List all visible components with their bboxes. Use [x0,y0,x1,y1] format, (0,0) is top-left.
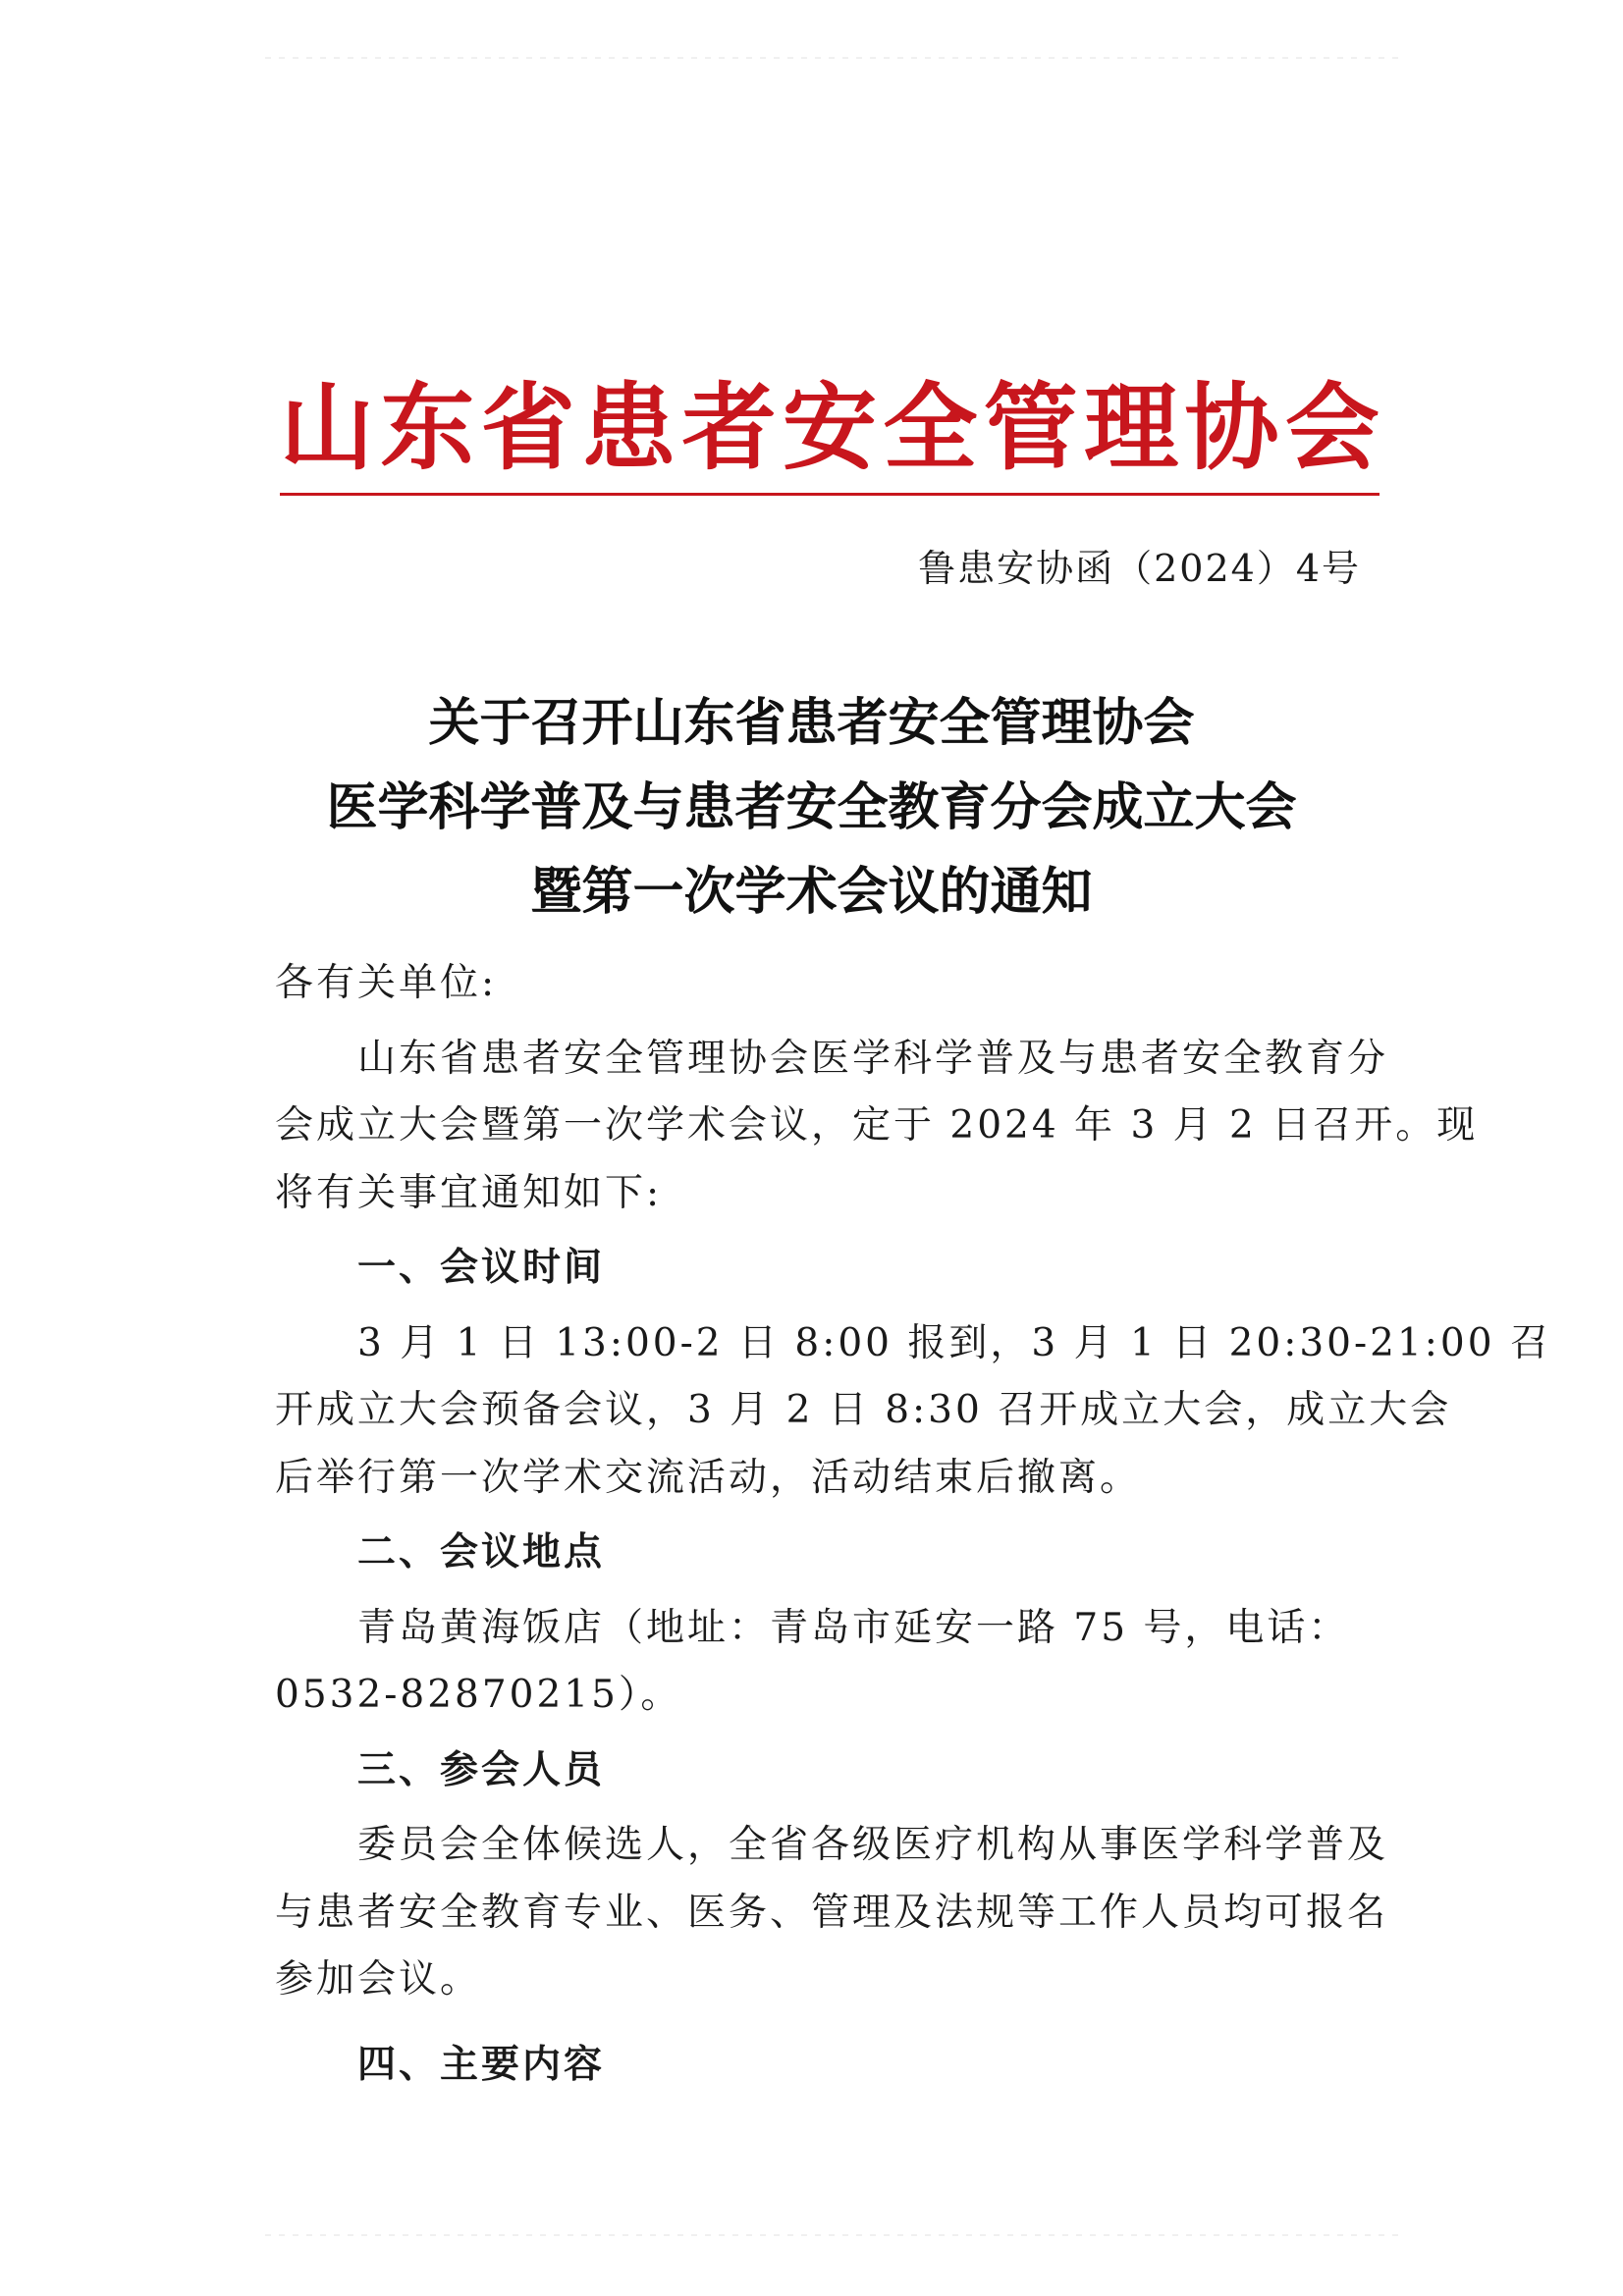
section-heading-content: 四、主要内容 [357,2042,606,2087]
section-line: 3 月 1 日 13:00-2 日 8:00 报到，3 月 1 日 20:30-21:00 召 [357,1320,1551,1365]
intro-line: 山东省患者安全管理协会医学科学普及与患者安全教育分 [357,1036,1389,1081]
title-line: 医学科学普及与患者安全教育分会成立大会 [326,778,1297,837]
scan-edge-bottom [265,2234,1404,2236]
section-line: 后举行第一次学术交流活动，活动结束后撤离。 [275,1455,1142,1500]
section-line: 0532-82870215）。 [275,1673,682,1717]
section-line: 青岛黄海饭店（地址：青岛市延安一路 75 号，电话： [357,1605,1350,1650]
letterhead-char: 山 [280,372,374,483]
letterhead-org-name [280,369,1380,487]
section-line: 与患者安全教育专业、医务、管理及法规等工作人员均可报名 [275,1890,1389,1935]
letterhead-char: 安 [782,372,877,483]
section-heading-attendees: 三、参会人员 [357,1747,606,1792]
letterhead-char: 者 [681,372,777,483]
section-heading-venue: 二、会议地点 [357,1530,606,1575]
letterhead-char: 省 [480,372,575,483]
letterhead-char: 患 [581,372,676,483]
letterhead-char: 全 [883,372,978,483]
letterhead-char: 理 [1084,372,1179,483]
section-line: 参加会议。 [275,1957,482,2002]
section-line: 开成立大会预备会议，3 月 2 日 8:30 召开成立大会，成立大会 [275,1388,1452,1432]
letterhead-red-rule [280,493,1380,496]
title-line: 暨第一次学术会议的通知 [530,863,1093,922]
intro-line: 会成立大会暨第一次学术会议，定于 2024 年 3 月 2 日召开。现 [275,1103,1479,1148]
salutation: 各有关单位: [275,961,498,1005]
section-heading-time: 一、会议时间 [357,1246,606,1290]
document-body [275,950,1551,2099]
section-line: 委员会全体候选人，全省各级医疗机构从事医学科学普及 [357,1823,1389,1867]
intro-line: 将有关事宜通知如下: [275,1170,663,1215]
letterhead-char: 会 [1284,372,1380,483]
document-title [0,681,1623,934]
scan-edge-top [265,57,1404,59]
letterhead-char: 管 [983,372,1078,483]
title-line: 关于召开山东省患者安全管理协会 [428,694,1195,753]
letterhead-char: 协 [1184,372,1279,483]
letterhead-char: 东 [380,372,475,483]
document-number: 鲁患安协函（2024）4号 [918,547,1361,590]
